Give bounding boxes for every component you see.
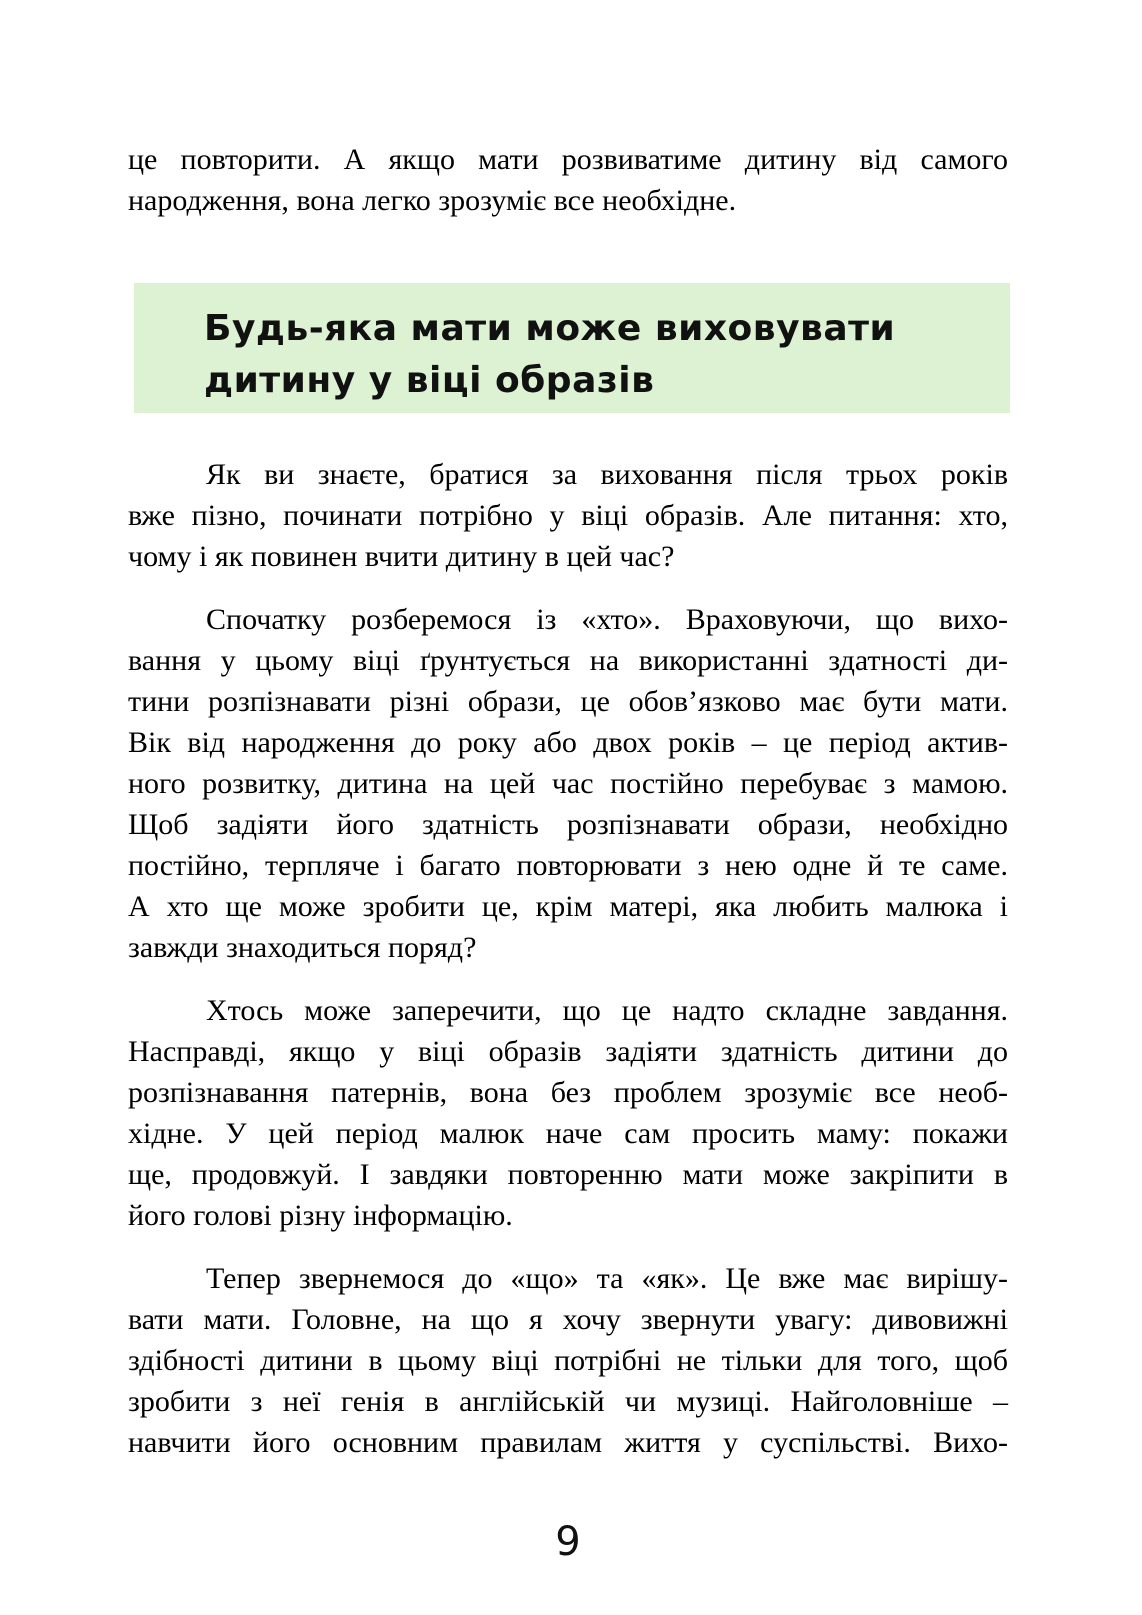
text-line: ного розвитку, дитина на цей час постійно перебуває з мамою. [128,767,1008,800]
text-line: розпізнавання патернів, вона без проблем зрозуміє все необ- [128,1076,1008,1109]
section-heading-box [134,283,1010,413]
text-line: чому і як повинен вчити дитину в цей час? [128,540,675,573]
text-line: зробити з неї генія в англійській чи музиці. Найголовніше – [128,1385,1008,1418]
paragraph [128,139,1008,221]
paragraph [128,599,1008,968]
text-line: народження, вона легко зрозуміє все необхідне. [128,184,737,217]
text-line: Тепер звернемося до «що» та «як». Це вже має вирішу- [206,1262,1008,1295]
text-line: це повторити. А якщо мати розвиватиме дитину від самого [128,143,1008,176]
text-line: навчити його основним правилам життя у суспільстві. Вихо- [128,1426,1008,1459]
section-heading-line: Будь-яка мати може виховувати [204,308,896,349]
text-line: Хтось може заперечити, що це надто складне завдання. [206,994,1008,1027]
text-line: Як ви знаєте, братися за виховання після трьох років [206,458,1008,491]
page-number: 9 [555,1519,581,1565]
text-line: вже пізно, починати потрібно у віці образів. Але питання: хто, [128,499,1008,532]
text-line: А хто ще може зробити це, крім матері, яка любить малюка і [128,890,1008,923]
text-line: його голові різну інформацію. [128,1199,513,1232]
book-page [128,0,1008,1565]
text-line: вати мати. Головне, на що я хочу звернути увагу: дивовижні [128,1303,1008,1336]
text-line: хідне. У цей період малюк наче сам просить маму: покажи [128,1117,1008,1150]
text-line: Спочатку розберемося із «хто». Враховуючи, що вихо- [206,603,1008,636]
text-line: постійно, терпляче і багато повторювати з нею одне й те саме. [128,849,1008,882]
paragraph [128,1258,1008,1463]
text-line: Щоб задіяти його здатність розпізнавати образи, необхідно [128,808,1008,841]
text-line: Насправді, якщо у віці образів задіяти здатність дитини до [128,1035,1008,1068]
paragraph [128,454,1008,577]
text-line: завжди знаходиться поряд? [128,931,477,964]
text-line: ще, продовжуй. І завдяки повторенню мати може закріпити в [128,1158,1008,1191]
text-line: тини розпізнавати різні образи, це обов’язково має бути мати. [128,685,1008,718]
text-line: здібності дитини в цьому віці потрібні не тільки для того, щоб [128,1344,1008,1377]
paragraph [128,990,1008,1236]
text-line: вання у цьому віці ґрунтується на використанні здатності ди- [128,644,1008,677]
text-line: Вік від народження до року або двох років – це період актив- [128,726,1008,759]
section-heading-line: дитину у віці образів [204,360,655,401]
